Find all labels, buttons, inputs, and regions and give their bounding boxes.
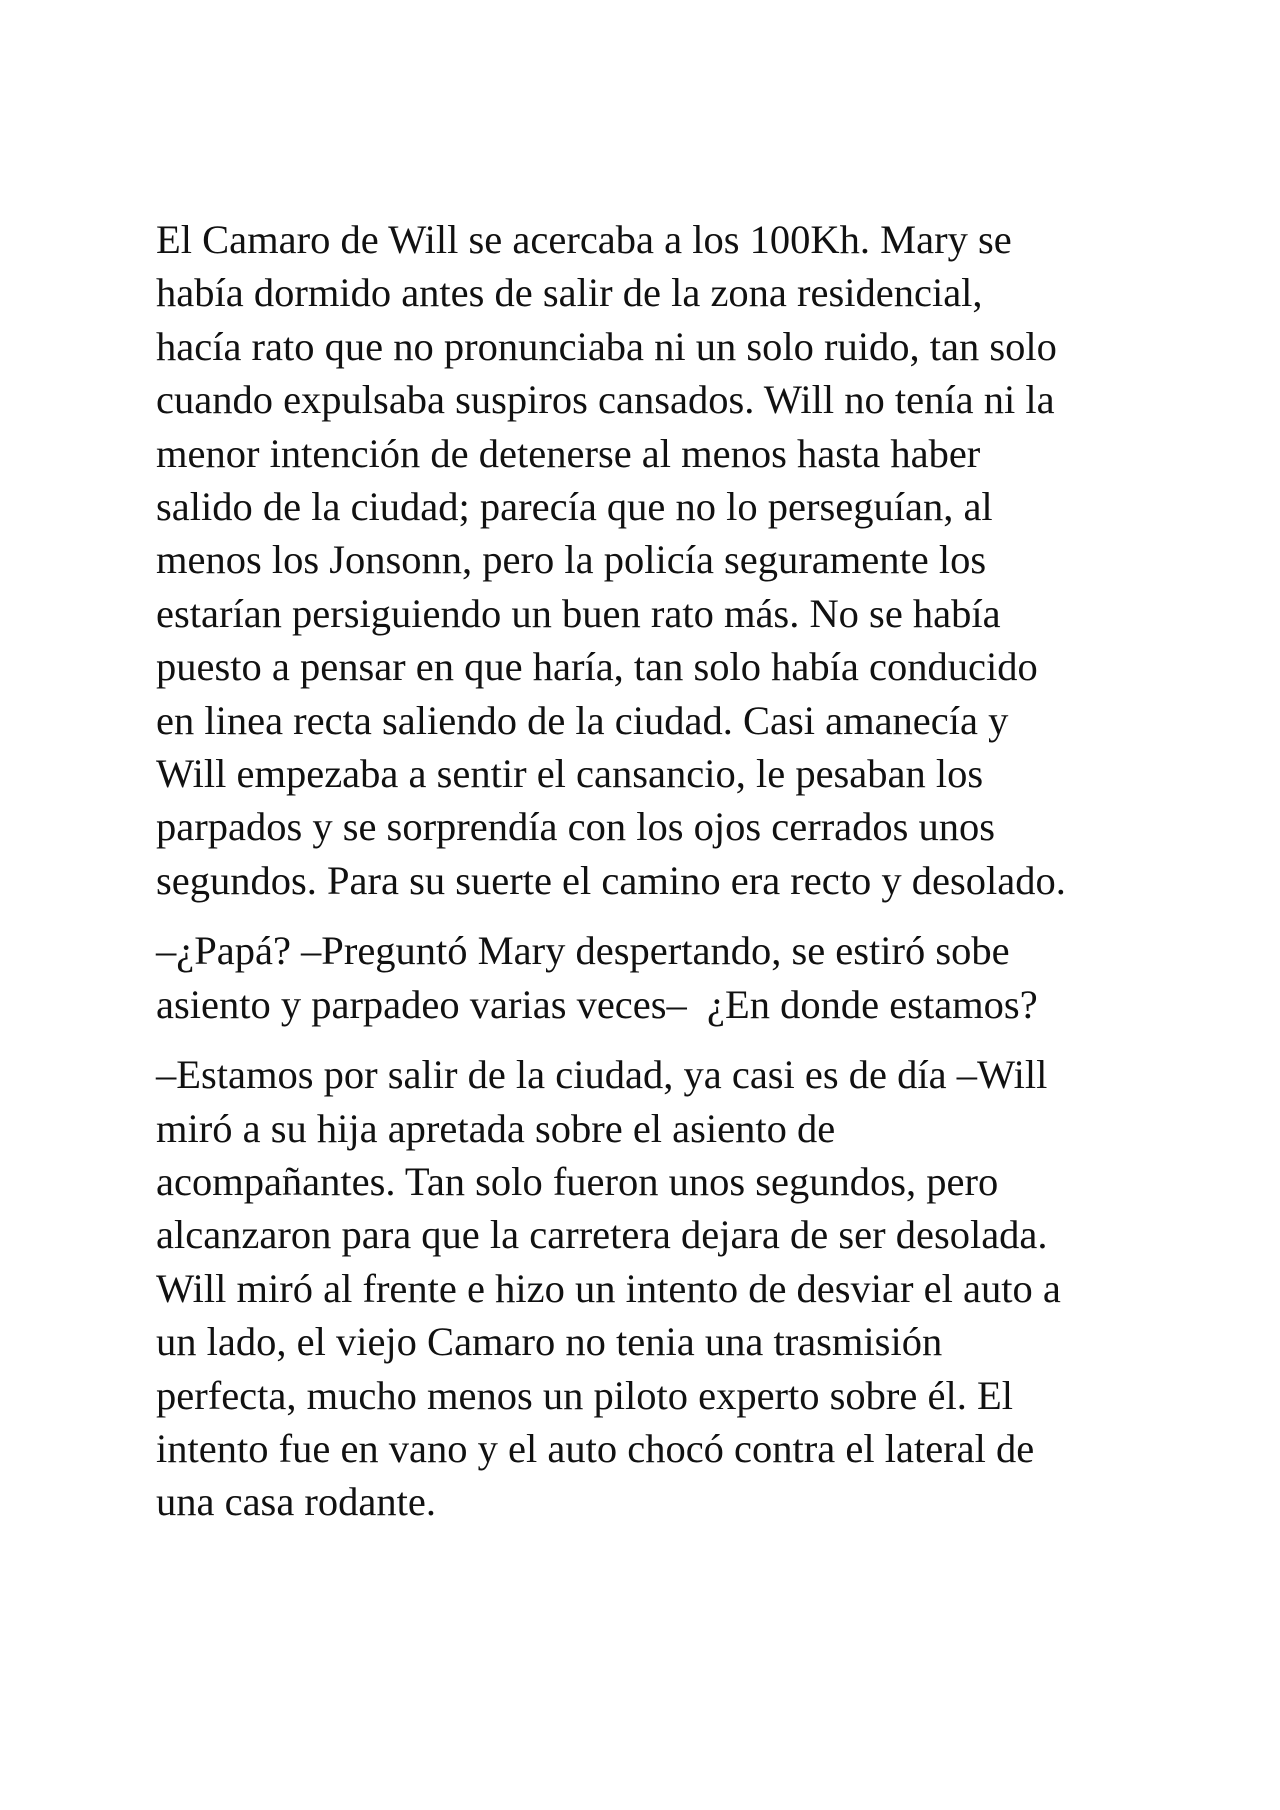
paragraph-2 [156,924,1136,1031]
text-line: alcanzaron para que la carretera dejara de ser desolada. [156,1212,1048,1258]
text-line: un lado, el viejo Camaro no tenia una trasmisión [156,1319,943,1365]
text-line: asiento y parpadeo varias veces– ¿En donde estamos? [156,981,1038,1027]
text-line: El Camaro de Will se acercaba a los 100Kh. Mary se [156,217,1012,262]
text-line: Will miró al frente e hizo un intento de desviar el auto a [156,1265,1061,1311]
text-line: intento fue en vano y el auto chocó contra el lateral de [156,1425,1035,1471]
text-line: salido de la ciudad; parecía que no lo perseguían, al [156,484,993,530]
text-line: –Estamos por salir de la ciudad, ya casi es de día –Will [156,1052,1048,1098]
text-line: menos los Jonsonn, pero la policía seguramente los [156,537,987,583]
text-line: acompañantes. Tan solo fueron unos segundos, pero [156,1158,999,1204]
text-line: perfecta, mucho menos un piloto experto sobre él. El [156,1372,1013,1418]
text-line: estarían persiguiendo un buen rato más. No se había [156,590,1001,636]
text-line: menor intención de detenerse al menos hasta haber [156,430,981,476]
text-line: miró a su hija apretada sobre el asiento de [156,1105,836,1151]
text-line: –¿Papá? –Preguntó Mary despertando, se estiró sobe [156,928,1010,974]
paragraph-3 [156,1048,1136,1529]
text-line: hacía rato que no pronunciaba ni un solo ruido, tan solo [156,323,1057,369]
text-line: una casa rodante. [156,1479,436,1525]
text-line: cuando expulsaba suspiros cansados. Will no tenía ni la [156,377,1055,423]
text-line: parpados y se sorprendía con los ojos cerrados unos [156,804,996,850]
text-line: Will empezaba a sentir el cansancio, le pesaban los [156,751,984,797]
paragraph-1 [156,213,1136,907]
text-line: había dormido antes de salir de la zona residencial, [156,270,983,316]
text-line: segundos. Para su suerte el camino era recto y desolado. [156,857,1066,903]
text-line: en linea recta saliendo de la ciudad. Casi amanecía y [156,697,1009,743]
text-line: puesto a pensar en que haría, tan solo había conducido [156,644,1038,690]
body-text [156,213,1136,1546]
